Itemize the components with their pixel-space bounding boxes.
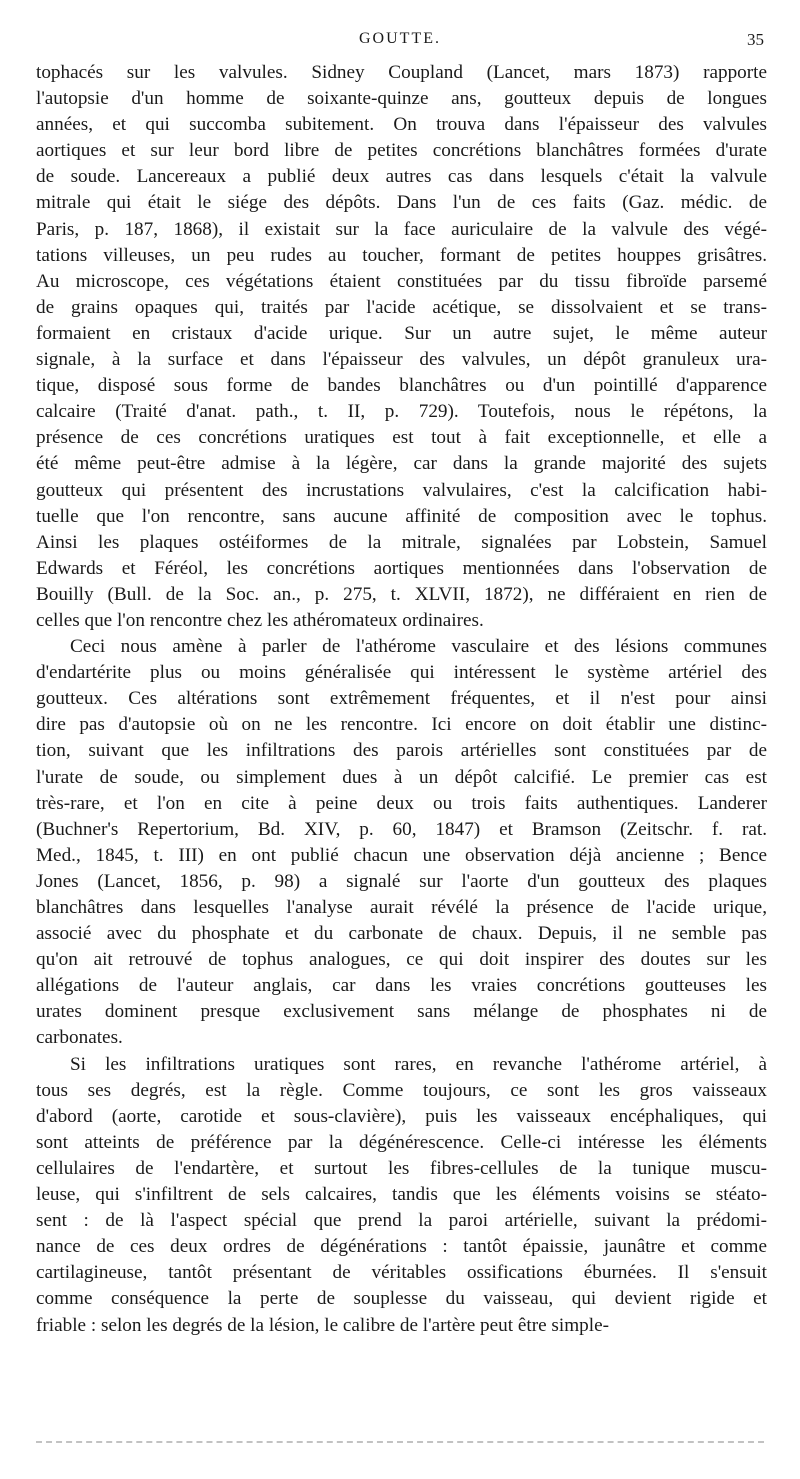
text-line: Si les infiltrations uratiques sont rares, en revanche l'athérome artériel, à xyxy=(70,1053,767,1075)
text-line: d'abord (aorte, carotide et sous-clavière), puis les vaisseaux encéphaliques, qui xyxy=(36,1105,767,1127)
text-line: Edwards et Féréol, les concrétions aortiques mentionnées dans l'observation de xyxy=(36,557,767,579)
text-line: qu'on ait retrouvé de tophus analogues, ce qui doit inspirer des doutes sur les xyxy=(36,949,767,971)
text-line: associé avec du phosphate et du carbonate de chaux. Depuis, il ne semble pas xyxy=(36,923,767,945)
text-line: très-rare, et l'on en cite à peine deux ou trois faits authentiques. Landerer xyxy=(36,792,767,814)
text-line: Jones (Lancet, 1856, p. 98) a signalé sur l'aorte d'un goutteux des plaques xyxy=(36,870,767,892)
text-line: l'urate de soude, ou simplement dues à un dépôt calcifié. Le premier cas est xyxy=(36,766,767,788)
text-line: carbonates. xyxy=(36,1027,123,1049)
text-line: tion, suivant que les infiltrations des parois artérielles sont constituées par de xyxy=(36,740,767,762)
text-line: cellulaires de l'endartère, et surtout les fibres-cellules de la tunique muscu- xyxy=(36,1157,767,1179)
text-line: Ceci nous amène à parler de l'athérome vasculaire et des lésions communes xyxy=(70,636,767,658)
text-line: Bouilly (Bull. de la Soc. an., p. 275, t. XLVII, 1872), ne différaient en rien de xyxy=(36,583,767,605)
text-line: formaient en cristaux d'acide urique. Sur un autre sujet, le même auteur xyxy=(36,322,767,344)
text-line: nance de ces deux ordres de dégénérations : tantôt épaissie, jaunâtre et comme xyxy=(36,1236,767,1258)
text-line: (Buchner's Repertorium, Bd. XIV, p. 60, 1847) et Bramson (Zeitschr. f. rat. xyxy=(36,818,767,840)
page-number: 35 xyxy=(747,30,764,49)
text-line: l'autopsie d'un homme de soixante-quinze ans, goutteux depuis de longues xyxy=(36,88,767,110)
text-line: goutteux. Ces altérations sont extrêmement fréquentes, et il n'est pour ainsi xyxy=(36,688,767,710)
text-line: Ainsi les plaques ostéiformes de la mitrale, signalées par Lobstein, Samuel xyxy=(36,531,767,553)
text-line: tations villeuses, un peu rudes au toucher, formant de petites houppes grisâtres. xyxy=(36,244,767,266)
text-line: celles que l'on rencontre chez les athéromateux ordinaires. xyxy=(36,609,484,631)
text-line: Au microscope, ces végétations étaient constituées par du tissu fibroïde parsemé xyxy=(36,270,767,292)
text-line: allégations de l'auteur anglais, car dans les vraies concrétions goutteuses les xyxy=(36,975,767,997)
text-line: tophacés sur les valvules. Sidney Coupland (Lancet, mars 1873) rapporte xyxy=(36,62,767,83)
text-line: Paris, p. 187, 1868), il existait sur la face auriculaire de la valvule des végé- xyxy=(36,218,767,240)
text-line: tuelle que l'on rencontre, sans aucune affinité de composition avec le tophus. xyxy=(36,505,767,527)
text-line: sont atteints de préférence par la dégénérescence. Celle-ci intéresse les éléments xyxy=(36,1131,767,1153)
running-title: GOUTTE. xyxy=(359,30,441,47)
text-line: cartilagineuse, tantôt présentant de véritables ossifications éburnées. Il s'ensuit xyxy=(36,1262,767,1284)
text-line: signale, à la surface et dans l'épaisseur des valvules, un dépôt granuleux ura- xyxy=(36,349,767,371)
text-line: comme conséquence la perte de souplesse du vaisseau, qui devient rigide et xyxy=(36,1288,767,1310)
text-line: été même peut-être admise à la légère, car dans la grande majorité des sujets xyxy=(36,453,767,475)
page-header xyxy=(36,30,764,54)
text-line: présence de ces concrétions uratiques est tout à fait exceptionnelle, et elle a xyxy=(36,427,767,449)
text-line: urates dominent presque exclusivement sans mélange de phosphates ni de xyxy=(36,1001,767,1023)
text-line: goutteux qui présentent des incrustations valvulaires, c'est la calcification habi- xyxy=(36,479,767,501)
text-line: tique, disposé sous forme de bandes blanchâtres ou d'un pointillé d'apparence xyxy=(36,375,767,397)
text-line: d'endartérite plus ou moins généralisée qui intéressent le système artériel des xyxy=(36,662,767,684)
body-text xyxy=(36,60,767,1339)
bottom-rule xyxy=(36,1441,764,1443)
text-line: de grains opaques qui, traités par l'acide acétique, se dissolvaient et se trans- xyxy=(36,296,767,318)
text-line: leuse, qui s'infiltrent de sels calcaires, tandis que les éléments voisins se stéatо- xyxy=(36,1184,767,1206)
text-line: de soude. Lancereaux a publié deux autres cas dans lesquels c'était la valvule xyxy=(36,166,767,188)
text-line: blanchâtres dans lesquelles l'analyse aurait révélé la présence de l'acide urique, xyxy=(36,897,767,918)
text-line: mitrale qui était le siége des dépôts. Dans l'un de ces faits (Gaz. médic. de xyxy=(36,192,767,214)
text-line: dire pas d'autopsie où on ne les rencontre. Ici encore on doit établir une distinc- xyxy=(36,714,767,736)
text-line: calcaire (Traité d'anat. path., t. II, p. 729). Toutefois, nous le répétons, la xyxy=(36,401,767,423)
text-line: aortiques et sur leur bord libre de petites concrétions blanchâtres formées d'urate xyxy=(36,140,767,162)
text-line: Med., 1845, t. III) en ont publié chacun une observation déjà ancienne ; Bence xyxy=(36,844,767,866)
text-line: tous ses degrés, est la règle. Comme toujours, ce sont les gros vaisseaux xyxy=(36,1079,767,1101)
text-line: années, et qui succomba subitement. On trouva dans l'épaisseur des valvules xyxy=(36,114,767,136)
text-line: friable : selon les degrés de la lésion, le calibre de l'artère peut être simple- xyxy=(36,1314,609,1336)
text-line: sent : de là l'aspect spécial que prend la paroi artérielle, suivant la prédomi- xyxy=(36,1210,767,1232)
